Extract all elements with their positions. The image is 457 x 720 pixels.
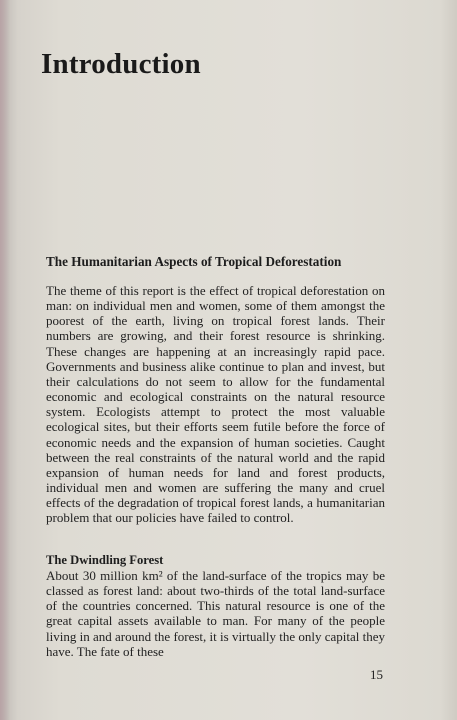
body-paragraph-1: The theme of this report is the effect of tropical deforestation on man: on individual men and women, some of them amongst the poorest of the earth, living on tropical forest lands. Their numbers are growing, and their forest resource is shrinking. These changes are happening at an increasingly rapid pace. Governments and business alike continue to plan and invest, but their calculations do not seem to allow for the fundamental economic and ecological constraints on the natural resource system. Ecologists attempt to protect the most valuable ecological sites, but their efforts seem futile before the force of economic needs and the expansion of human societies. Caught between the real constraints of the natural world and the rapid expansion of human needs for land and forest products, individual men and women are suffering the many and cruel effects of the degradation of tropical forest lands, a humanitarian problem that our policies have failed to control. <box>46 283 385 526</box>
chapter-title: Introduction <box>41 48 201 80</box>
subsection-heading: The Dwindling Forest <box>46 553 164 567</box>
body-paragraph-2: About 30 million km² of the land-surface of the tropics may be classed as forest land: about two-thirds of the total land-surface of the countries concerned. This natural resource is one of the great capital assets available to man. For many of the people living in and around the forest, it is virtually the only capital they have. The fate of these <box>46 568 386 659</box>
section-heading: The Humanitarian Aspects of Tropical Deforestation <box>46 254 342 269</box>
page-edge-shadow <box>0 0 10 720</box>
page-number: 15 <box>370 667 383 682</box>
